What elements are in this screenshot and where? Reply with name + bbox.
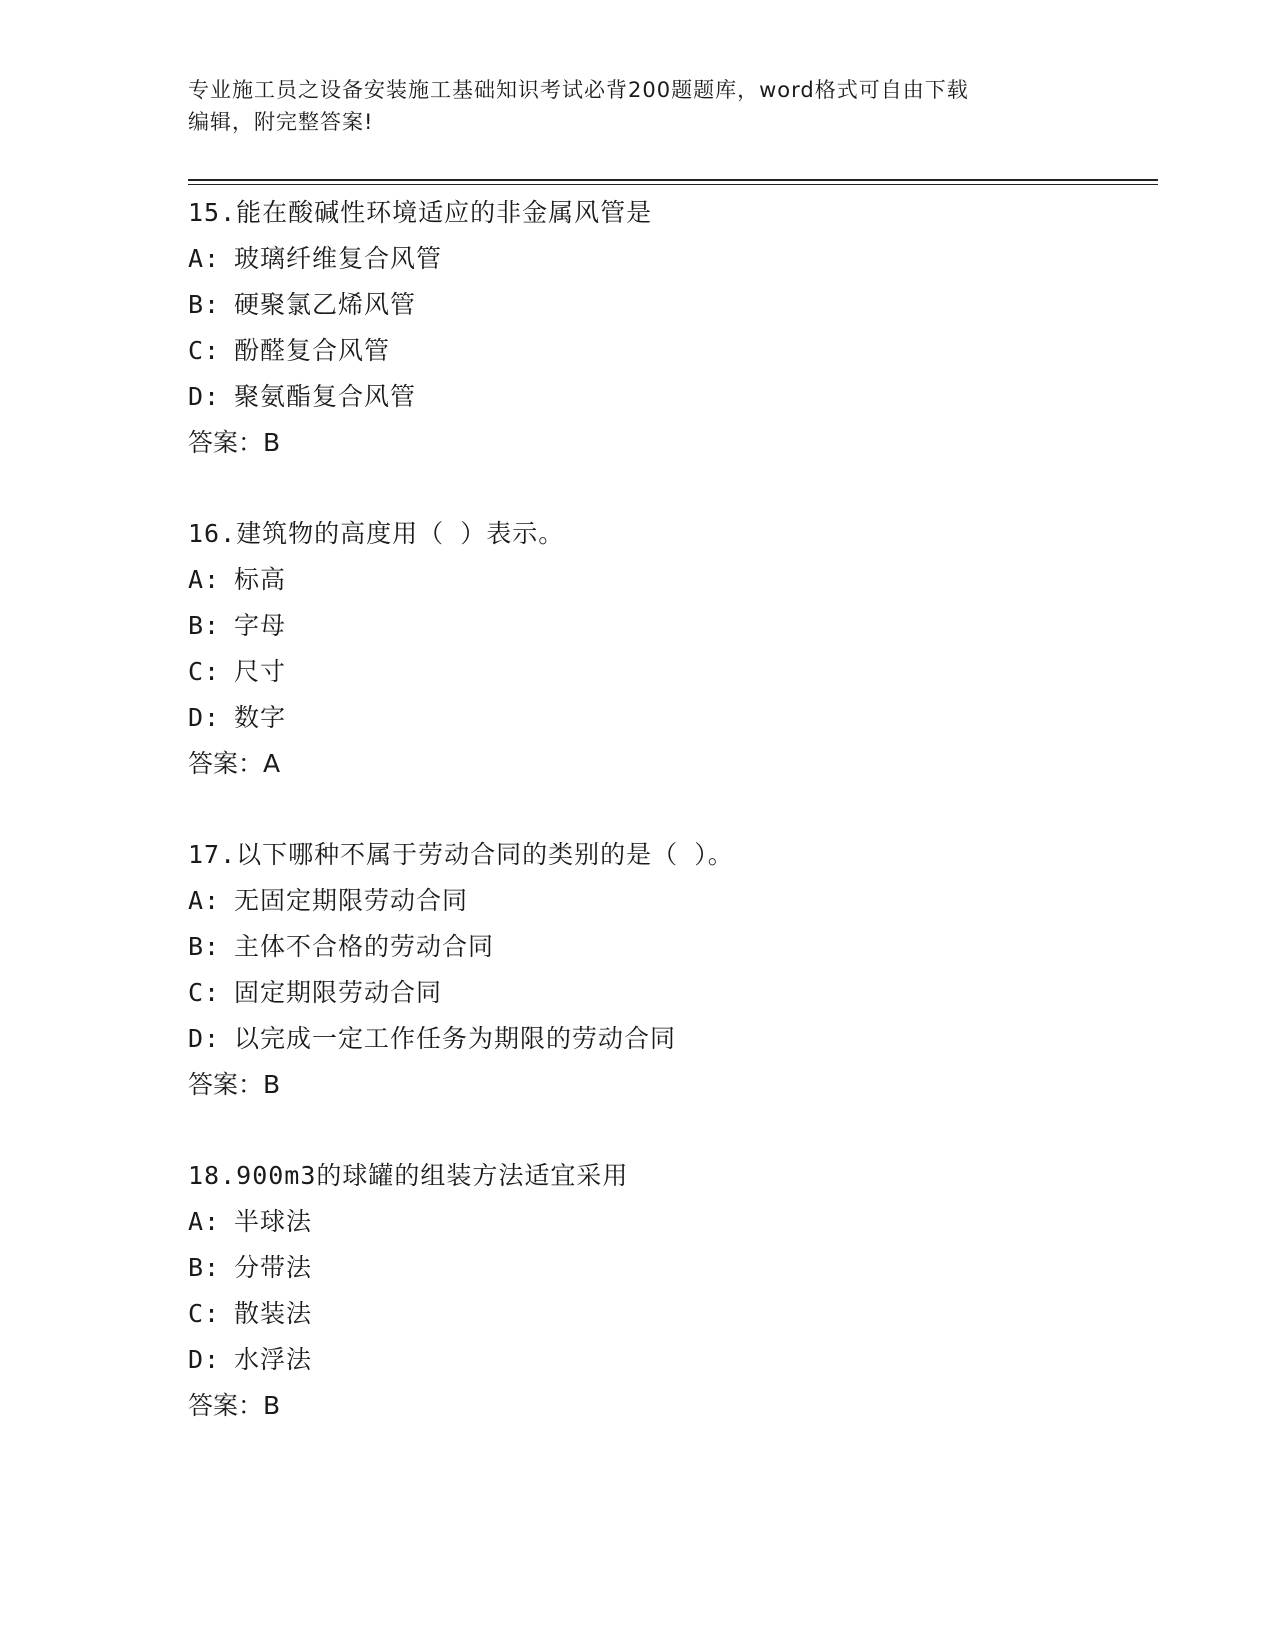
question-number: 16. [188, 519, 237, 548]
option-text: 散装法 [234, 1299, 313, 1328]
option-letter: C: [188, 657, 221, 686]
option-letter: A: [188, 565, 221, 594]
option-letter: C: [188, 336, 221, 365]
answer-line: 答案：A [188, 749, 281, 778]
option-c [188, 649, 1148, 695]
option-text: 固定期限劳动合同 [234, 978, 443, 1007]
header-line-2: 编辑，附完整答案! [188, 110, 374, 134]
option-text: 尺寸 [234, 657, 287, 686]
option-b [188, 282, 1148, 328]
question-text: 900m3的球罐的组装方法适宜采用 [236, 1161, 629, 1190]
question-16 [188, 511, 1148, 787]
option-letter: A: [188, 244, 221, 273]
option-text: 水浮法 [234, 1345, 313, 1374]
answer-line: 答案：B [188, 428, 281, 457]
option-c [188, 328, 1148, 374]
option-text: 硬聚氯乙烯风管 [234, 290, 417, 319]
option-letter: B: [188, 1253, 221, 1282]
option-c [188, 1291, 1148, 1337]
option-letter: D: [188, 1024, 221, 1053]
document-header [188, 74, 1088, 138]
option-text: 酚醛复合风管 [234, 336, 391, 365]
header-divider-thin [188, 184, 1158, 185]
option-text: 标高 [234, 565, 287, 594]
option-a [188, 236, 1148, 282]
option-text: 数字 [234, 703, 287, 732]
option-text: 主体不合格的劳动合同 [234, 932, 495, 961]
question-number: 18. [188, 1161, 237, 1190]
option-c [188, 970, 1148, 1016]
option-letter: B: [188, 290, 221, 319]
option-text: 聚氨酯复合风管 [234, 382, 417, 411]
option-letter: A: [188, 1207, 221, 1236]
option-letter: C: [188, 1299, 221, 1328]
option-d [188, 374, 1148, 420]
option-text: 字母 [234, 611, 287, 640]
option-letter: D: [188, 382, 221, 411]
answer-line: 答案：B [188, 1070, 281, 1099]
option-text: 半球法 [234, 1207, 313, 1236]
question-text: 以下哪种不属于劳动合同的类别的是（ ）。 [236, 840, 734, 869]
question-15 [188, 190, 1148, 466]
option-letter: D: [188, 703, 221, 732]
question-stem [188, 1153, 1148, 1199]
option-b [188, 603, 1148, 649]
option-text: 玻璃纤维复合风管 [234, 244, 443, 273]
option-letter: C: [188, 978, 221, 1007]
question-18 [188, 1153, 1148, 1429]
question-list [188, 190, 1148, 1474]
option-letter: D: [188, 1345, 221, 1374]
option-text: 分带法 [234, 1253, 313, 1282]
option-a [188, 557, 1148, 603]
option-d [188, 695, 1148, 741]
option-b [188, 1245, 1148, 1291]
option-d [188, 1016, 1148, 1062]
question-17 [188, 832, 1148, 1108]
option-a [188, 878, 1148, 924]
question-number: 17. [188, 840, 237, 869]
question-stem [188, 190, 1148, 236]
option-text: 以完成一定工作任务为期限的劳动合同 [234, 1024, 677, 1053]
option-letter: B: [188, 611, 221, 640]
question-stem [188, 832, 1148, 878]
question-text: 能在酸碱性环境适应的非金属风管是 [236, 198, 653, 227]
option-letter: B: [188, 932, 221, 961]
answer-line: 答案：B [188, 1391, 281, 1420]
question-text: 建筑物的高度用（ ）表示。 [236, 519, 565, 548]
header-line-1: 专业施工员之设备安装施工基础知识考试必背200题题库，word格式可自由下载 [188, 78, 969, 102]
option-a [188, 1199, 1148, 1245]
question-stem [188, 511, 1148, 557]
option-b [188, 924, 1148, 970]
header-divider-thick [188, 179, 1158, 181]
option-text: 无固定期限劳动合同 [234, 886, 469, 915]
question-number: 15. [188, 198, 237, 227]
option-letter: A: [188, 886, 221, 915]
option-d [188, 1337, 1148, 1383]
